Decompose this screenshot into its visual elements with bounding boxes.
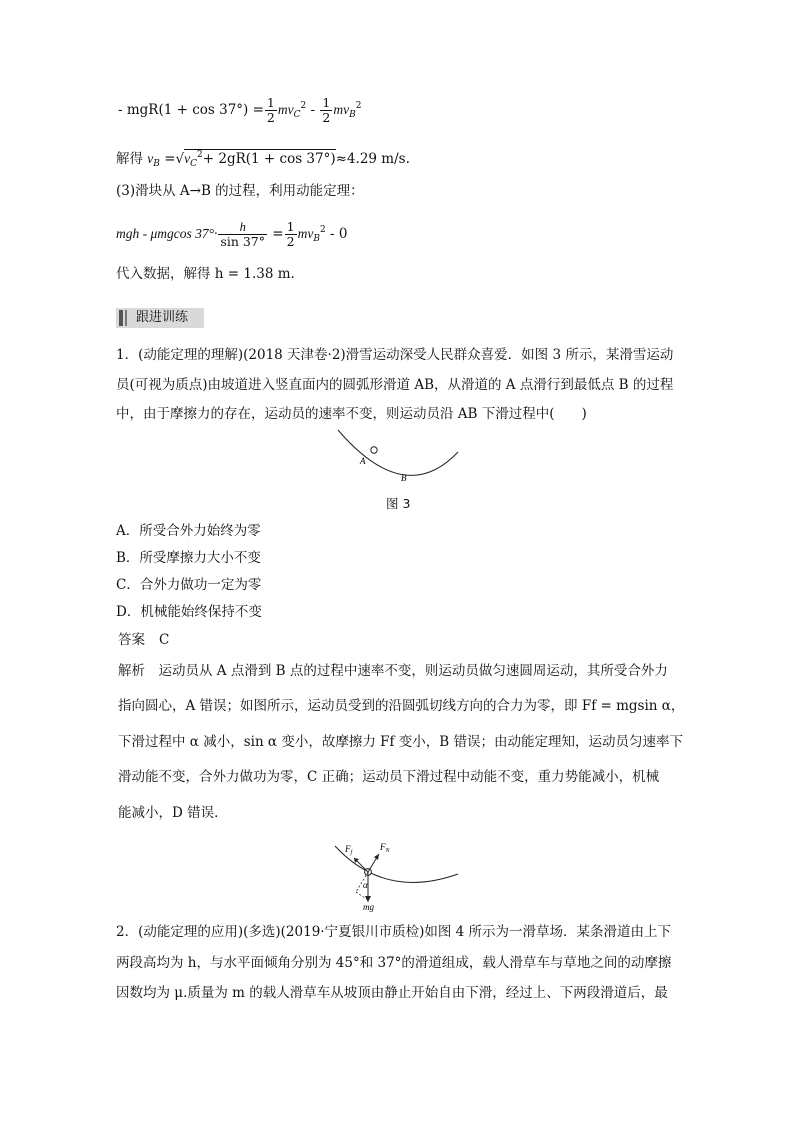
equation-energy-3: mgh - μmgcos 37°· $\frac{h}{\sin 37^\circ}$ = $\frac{1}{2}$ $mv_B^2 - 0$ <box>116 219 348 249</box>
label-mg: mg <box>363 902 374 912</box>
q1-line2: 员(可视为质点)由坡道进入竖直面内的圆弧形滑道 AB，从滑道的 A 点滑行到最低点 B 的过程 <box>116 377 674 393</box>
q1-line3: 中，由于摩擦力的存在，运动员的速率不变，则运动员沿 AB 下滑过程中( ) <box>116 406 587 422</box>
figure-3-caption: 图 3 <box>386 496 411 511</box>
answer-label: 答案 <box>118 632 145 648</box>
skier-circle <box>371 447 377 453</box>
label-a: A <box>360 456 366 466</box>
label-b: B <box>401 473 407 483</box>
option-a: A．所受合外力始终为零 <box>116 523 261 539</box>
figure-3-arc <box>330 428 465 488</box>
eq3-frac2: $\frac{1}{2}$ <box>286 219 295 249</box>
label-fn: $F_N$ <box>380 842 390 854</box>
q2-line3: 因数均为 μ.质量为 m 的载人滑草车从坡顶由静止开始自由下滑，经过上、下两段滑道后，最 <box>116 985 668 1001</box>
eq1-frac2: $\frac{1}{2}$ <box>322 95 331 125</box>
label-alpha: α <box>363 880 368 890</box>
option-d: D．机械能始终保持不变 <box>116 604 262 620</box>
eq1-left: - mgR(1 + cos 37°) = <box>118 102 264 118</box>
figure-force-diagram <box>330 838 465 913</box>
part-3-heading: (3)滑块从 A→B 的过程，利用动能定理： <box>116 183 364 199</box>
q2-line2: 两段高均为 h，与水平面倾角分别为 45°和 37°的滑道组成，载人滑草车与草地之间的动摩擦 <box>116 955 672 971</box>
arc-path <box>338 430 458 475</box>
q2-line1: 2．(动能定理的应用)(多选)(2019·宁夏银川市质检)如图 4 所示为一滑草场．某条滑道由上下 <box>116 924 672 940</box>
result-h: 代入数据，解得 h = 1.38 m. <box>116 266 295 282</box>
label-ff: $F_f$ <box>345 844 353 856</box>
equation-vb-result: 解得 $v_B =√v_C^2+ 2gR(1 + \cos 37^\circ)\approx 4.29$ m/s. <box>116 150 410 169</box>
section-header: 跟进训练 <box>116 308 204 328</box>
answer-value: C <box>159 632 170 648</box>
analysis-line-4: 滑动能不变，合外力做功为零，C 正确；运动员下滑过程中动能不变，重力势能减小，机械 <box>118 769 660 785</box>
answer-row <box>118 630 169 650</box>
eq1-mv: mv <box>277 102 294 117</box>
analysis-line-5: 能减小，D 错误． <box>118 805 228 821</box>
slope-arc <box>335 846 458 882</box>
equation-energy-1: - mgR(1 + cos 37°) = $\frac{1}{2}$ $mv_C^2$ - $\frac{1}{2}$ $mv_B^2$ <box>118 95 362 125</box>
analysis-line-3: 下滑过程中 α 减小，sin α 变小，故摩擦力 Ff 变小，B 错误；由动能定理知，运动员匀速率下 <box>118 734 683 750</box>
analysis-line-2: 指向圆心，A 错误；如图所示，运动员受到的沿圆弧切线方向的合力为零，即 Ff = mgsin α， <box>118 698 685 714</box>
option-c: C．合外力做功一定为零 <box>116 577 262 593</box>
sqrt-radicand: $v_C^2+ 2gR(1 + \cos 37^\circ)$ <box>184 150 336 169</box>
eq1-frac1: $\frac{1}{2}$ <box>266 95 275 125</box>
option-b: B．所受摩擦力大小不变 <box>116 550 261 566</box>
analysis-line-1: 解析 运动员从 A 点滑到 B 点的过程中速率不变，则运动员做匀速圆周运动，其所受合外力 <box>118 663 668 679</box>
eq3-frac1: $\frac{h}{\sin 37^\circ}$ <box>220 220 266 249</box>
q1-line1: 1．(动能定理的理解)(2018 天津卷·2)滑雪运动深受人民群众喜爱．如图 3 所示，某滑雪运动 <box>116 347 674 363</box>
